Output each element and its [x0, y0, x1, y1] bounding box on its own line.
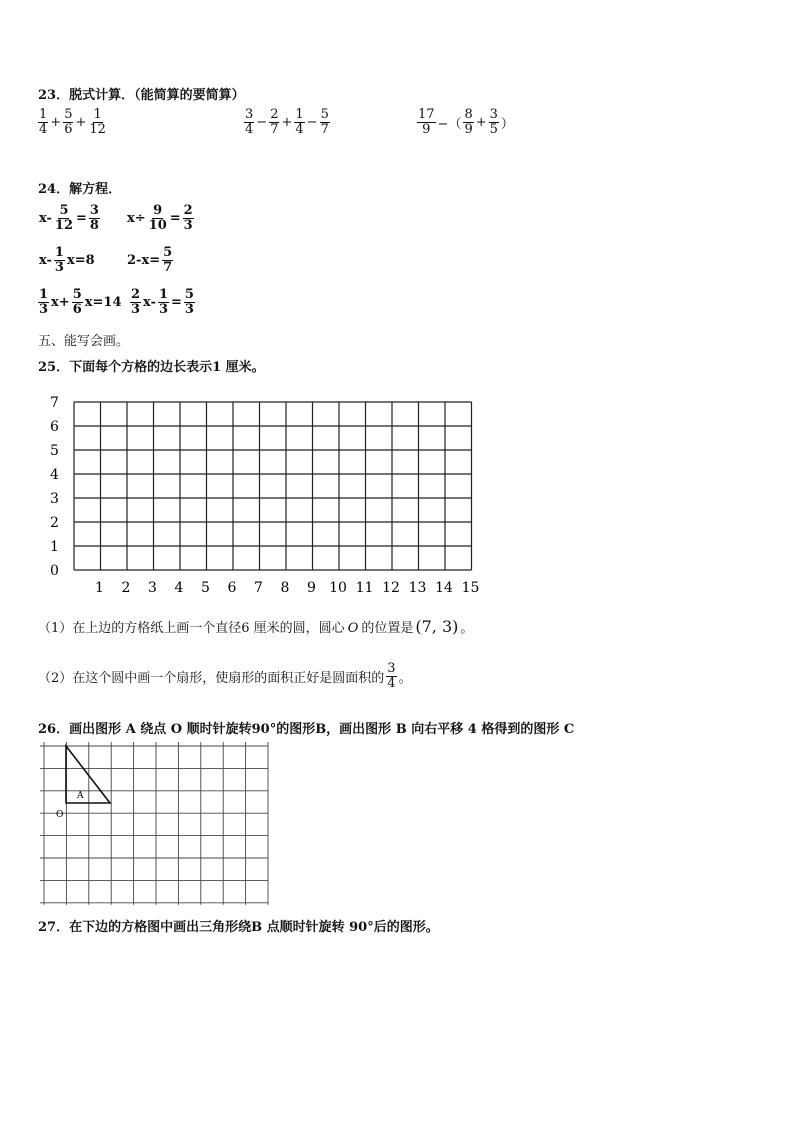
- fraction: [88, 108, 107, 137]
- q24-eq-4: [126, 246, 173, 275]
- fraction-numerator: 3: [89, 203, 99, 218]
- y-axis-label: 6: [50, 419, 59, 435]
- operator: +: [75, 115, 87, 130]
- x-axis-label: 7: [254, 580, 263, 595]
- operator: +: [50, 115, 62, 130]
- operator: =: [169, 211, 181, 226]
- fraction-numerator: 1: [39, 107, 48, 122]
- fraction: [244, 108, 254, 137]
- q25-sub1-var: O: [347, 621, 359, 636]
- fraction-numerator: 5: [64, 107, 73, 122]
- section-5-heading: 五、能写会画。: [38, 334, 130, 349]
- operator: −: [306, 115, 318, 130]
- fraction-denominator: 3: [184, 302, 194, 317]
- fraction: [183, 204, 194, 233]
- fraction-numerator: 1: [93, 107, 102, 122]
- y-axis-label: 3: [50, 491, 59, 507]
- fraction-denominator: 5: [489, 122, 498, 137]
- q26-grid: [30, 740, 275, 905]
- q25-sub2-text: （2）在这个圆中画一个扇形，使扇形的面积正好是圆面积的: [38, 671, 385, 686]
- operator: ）: [500, 117, 514, 132]
- operator: x-: [39, 253, 52, 268]
- operator: x-: [143, 295, 156, 310]
- x-axis-label: 12: [382, 580, 400, 595]
- q25-title: 25．下面每个方格的边长表示1 厘米。: [38, 360, 265, 375]
- operator: x÷: [127, 211, 146, 226]
- y-axis-label: 5: [50, 443, 59, 459]
- operator: x+: [51, 295, 70, 310]
- q23-expr-1: [38, 108, 107, 137]
- y-axis-label: 0: [50, 563, 59, 579]
- q24-eq-3: [38, 246, 96, 275]
- q25-sub1-end: 。: [460, 621, 474, 636]
- fraction-denominator: 9: [464, 122, 473, 137]
- fraction-denominator: 7: [270, 122, 279, 137]
- x-axis-label: 5: [201, 580, 210, 595]
- point-o-label: O: [56, 810, 64, 820]
- fraction-denominator: 3: [54, 260, 64, 275]
- fraction-numerator: 5: [59, 203, 69, 218]
- fraction: [184, 288, 195, 317]
- q25-sub2-end: 。: [398, 671, 412, 686]
- fraction: [54, 204, 74, 233]
- q26-title: 26．画出图形 A 绕点 O 顺时针旋转90°的图形B，画出图形 B 向右平移 4 格得到的图形 C: [38, 722, 575, 737]
- fraction-numerator: 3: [489, 107, 498, 122]
- q25-sub2-fraction: [386, 662, 396, 691]
- fraction-denominator: 3: [183, 218, 193, 233]
- q23-title: 23．脱式计算．（能简算的要简算）: [38, 88, 245, 103]
- fraction-denominator: 3: [158, 302, 169, 317]
- operator: −: [256, 115, 268, 130]
- fraction-numerator: 1: [295, 107, 304, 122]
- fraction-numerator: 3: [245, 107, 254, 122]
- operator: x-: [39, 211, 52, 226]
- fraction: [54, 246, 65, 275]
- x-axis-label: 9: [307, 580, 316, 595]
- x-axis-label: 13: [408, 580, 427, 595]
- q25-sub1-text2: 的位置是: [361, 621, 414, 636]
- y-axis-label: 1: [50, 539, 59, 555]
- q25-sub1-coord: (7, 3): [415, 617, 459, 636]
- fraction-numerator: 5: [72, 287, 82, 302]
- q25-grid: [0, 390, 500, 595]
- q24-eq-1: [38, 204, 100, 233]
- shape-a-triangle: [66, 746, 110, 803]
- x-axis-label: 4: [174, 580, 184, 595]
- q25-sub-1: [38, 617, 473, 636]
- fraction: [463, 108, 473, 137]
- y-axis-label: 2: [50, 515, 59, 531]
- fraction: [89, 204, 100, 233]
- x-axis-label: 11: [355, 580, 374, 595]
- fraction: [489, 108, 499, 137]
- fraction-numerator: 5: [320, 107, 329, 122]
- fraction: [148, 204, 168, 233]
- fraction: [72, 288, 83, 317]
- q24-eq-6: [130, 288, 195, 317]
- x-axis-label: 2: [121, 580, 131, 595]
- x-axis-label: 14: [435, 580, 453, 595]
- x-axis-label: 3: [148, 580, 157, 595]
- fraction-denominator: 12: [54, 218, 74, 233]
- fraction-numerator: 1: [54, 245, 64, 260]
- q23-expr-3: [417, 108, 515, 137]
- x-axis-label: 8: [280, 580, 290, 595]
- x-axis-label: 10: [329, 580, 347, 595]
- fraction: [130, 288, 141, 317]
- fraction-denominator: 4: [39, 122, 48, 137]
- fraction-denominator: 4: [295, 122, 304, 137]
- fraction: [269, 108, 279, 137]
- operator: 2-x=: [127, 253, 161, 268]
- fraction-numerator: 1: [158, 287, 169, 302]
- q25-sub2-num: 3: [387, 661, 396, 676]
- fraction-numerator: 9: [153, 203, 163, 218]
- fraction-numerator: 2: [131, 287, 141, 302]
- fraction-denominator: 8: [89, 218, 99, 233]
- fraction-denominator: 3: [131, 302, 141, 317]
- fraction-numerator: 5: [184, 287, 194, 302]
- fraction-denominator: 7: [320, 122, 329, 137]
- q25-sub-2: [38, 662, 412, 691]
- fraction-denominator: 10: [148, 218, 167, 233]
- q25-sub1-text: （1）在上边的方格纸上画一个直径6 厘米的圆，圆心: [38, 621, 345, 636]
- fraction-denominator: 3: [39, 302, 49, 317]
- fraction: [38, 108, 48, 137]
- x-axis-label: 6: [227, 580, 237, 595]
- operator: x=14: [84, 295, 122, 310]
- fraction: [158, 288, 169, 317]
- q24-title: 24．解方程．: [38, 182, 122, 197]
- fraction-numerator: 1: [39, 287, 49, 302]
- fraction-numerator: 2: [270, 107, 279, 122]
- fraction: [38, 288, 49, 317]
- q23-expr-2: [244, 108, 330, 137]
- operator: +: [475, 115, 487, 130]
- fraction: [63, 108, 73, 137]
- fraction-numerator: 8: [464, 107, 473, 122]
- fraction-denominator: 6: [64, 122, 73, 137]
- q24-eq-5: [38, 288, 122, 317]
- fraction-numerator: 17: [418, 107, 435, 122]
- shape-a-label: A: [77, 791, 84, 801]
- fraction: [417, 108, 436, 137]
- operator: =: [76, 211, 87, 226]
- fraction-numerator: 2: [183, 203, 193, 218]
- x-axis-label: 15: [461, 580, 480, 595]
- operator: x=8: [66, 253, 95, 268]
- fraction-numerator: 5: [163, 245, 173, 260]
- fraction-denominator: 4: [245, 122, 254, 137]
- fraction: [162, 246, 173, 275]
- fraction-denominator: 12: [89, 122, 106, 137]
- fraction-denominator: 9: [422, 122, 431, 137]
- operator: +: [281, 115, 293, 130]
- q24-eq-2: [126, 204, 194, 233]
- q27-title: 27．在下边的方格图中画出三角形绕B 点顺时针旋转 90°后的图形。: [38, 920, 439, 935]
- operator: −（: [437, 117, 462, 132]
- x-axis-label: 1: [95, 580, 104, 595]
- fraction: [294, 108, 304, 137]
- y-axis-label: 4: [50, 467, 59, 483]
- fraction-denominator: 7: [163, 260, 173, 275]
- fraction-denominator: 6: [72, 302, 82, 317]
- fraction: [320, 108, 330, 137]
- operator: =: [171, 295, 182, 310]
- y-axis-label: 7: [50, 395, 59, 411]
- q25-sub2-den: 4: [387, 676, 396, 691]
